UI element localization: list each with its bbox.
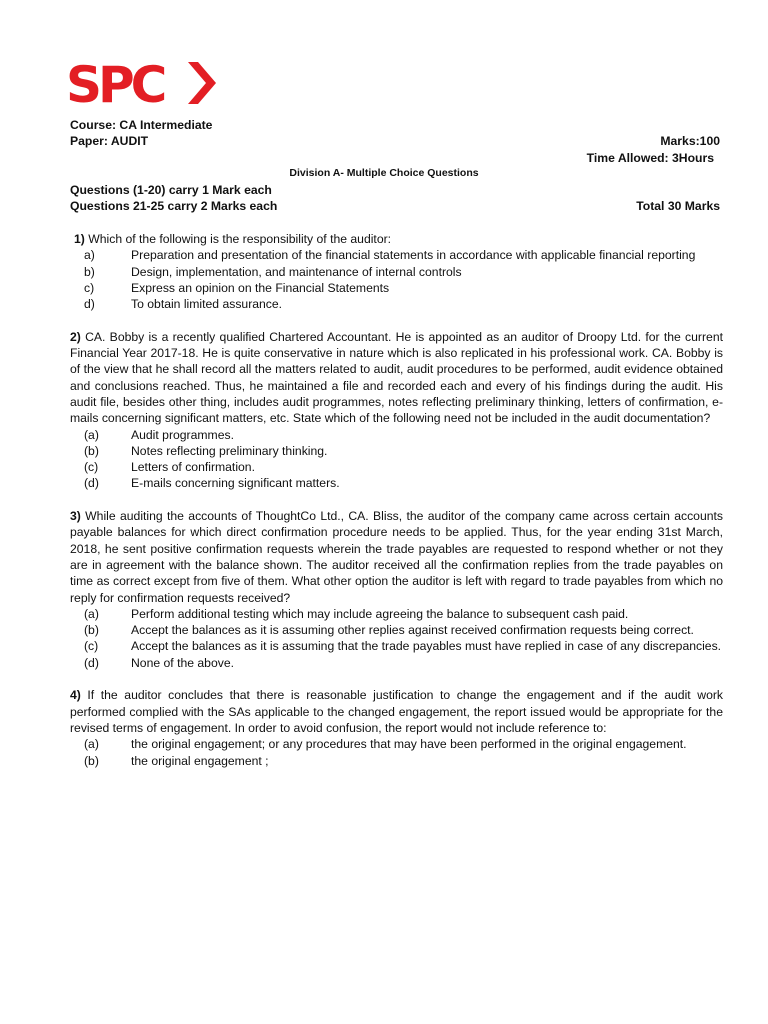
- option-text: Design, implementation, and maintenance of internal controls: [131, 264, 462, 279]
- option-text: Perform additional testing which may include agreeing the balance to subsequent cash paid.: [131, 606, 629, 621]
- option-text: E-mails concerning significant matters.: [131, 476, 340, 491]
- option-label: (b): [84, 753, 99, 768]
- option: [70, 622, 723, 638]
- question-text: [70, 508, 723, 606]
- question-3: [70, 508, 723, 671]
- option: [70, 443, 723, 459]
- question-text: [70, 231, 723, 247]
- option-label: b): [84, 264, 95, 279]
- option: [70, 655, 723, 671]
- question-text: [70, 687, 723, 736]
- division-heading: Division A- Multiple Choice Questions: [289, 167, 479, 179]
- spc-logo-text: SPC: [66, 56, 164, 110]
- question-2: [70, 329, 723, 492]
- option: [70, 427, 723, 443]
- paper-label: Paper: AUDIT: [70, 134, 149, 148]
- logo-chevron-icon: [188, 62, 216, 104]
- question-1: [70, 231, 723, 312]
- marking-rule-1: Questions (1-20) carry 1 Mark each: [70, 183, 272, 197]
- option: [70, 296, 723, 312]
- question-body: While auditing the accounts of ThoughtCo Ltd., CA. Bliss, the auditor of the company came across certain accounts payable balances for which direct confirmation procedure needs to be applied. Thus, for the year ending 31st March, 2018, he sent positive confirmation requests wherein the trade payables are requested to respond whether or not they are in agreement with the balance shown. The auditor received all the confirmation replies from the trade payables on time as correct except from five of them. What other option the auditor is left with regard to trade payables from which no reply for confirmation requests received?: [70, 509, 723, 605]
- option: [70, 264, 723, 280]
- option-label: (a): [84, 427, 99, 442]
- question-body: Which of the following is the responsibility of the auditor:: [84, 232, 392, 246]
- option-label: (a): [84, 606, 99, 621]
- option: [70, 280, 723, 296]
- option-text: the original engagement; or any procedures that may have been performed in the original engagement.: [131, 737, 687, 752]
- option-label: (c): [84, 639, 99, 654]
- option-text: Letters of confirmation.: [131, 460, 255, 475]
- option-label: c): [84, 280, 95, 295]
- course-label: Course: CA Intermediate: [70, 118, 213, 132]
- option-text: the original engagement ;: [131, 753, 269, 768]
- option: [70, 459, 723, 475]
- option: [70, 606, 723, 622]
- marking-rule-2: Questions 21-25 carry 2 Marks each: [70, 199, 278, 213]
- question-body: If the auditor concludes that there is reasonable justification to change the engagement and if the audit work performed complied with the SAs applicable to the changed engagement, the report issued would be appropriate for the revised terms of engagement. In order to avoid confusion, the report would not include reference to:: [70, 688, 723, 735]
- option-label: (b): [84, 623, 99, 638]
- option-label: (b): [84, 443, 99, 458]
- option-text: Audit programmes.: [131, 427, 234, 442]
- time-allowed-label: Time Allowed: 3Hours: [586, 151, 714, 165]
- question-number: 2): [70, 329, 81, 344]
- option-label: (a): [84, 737, 99, 752]
- option-text: Accept the balances as it is assuming that the trade payables must have replied in case of any discrepancies.: [131, 639, 722, 654]
- questions-list: [70, 231, 723, 785]
- option: [70, 247, 723, 263]
- option-text: None of the above.: [131, 655, 234, 670]
- option: [70, 638, 723, 654]
- option-label: a): [84, 248, 95, 263]
- option: [70, 475, 723, 491]
- total-marks-label: Total 30 Marks: [636, 199, 720, 213]
- option-text: Notes reflecting preliminary thinking.: [131, 443, 328, 458]
- option: [70, 753, 723, 769]
- option-text: Preparation and presentation of the financial statements in accordance with applicable financial reporting: [131, 248, 696, 263]
- option-label: (c): [84, 460, 99, 475]
- question-text: [70, 329, 723, 427]
- marks-label: Marks:100: [660, 134, 720, 148]
- question-number: 1): [74, 232, 85, 246]
- option-text: To obtain limited assurance.: [131, 297, 283, 312]
- option-label: (d): [84, 655, 99, 670]
- option-text: Accept the balances as it is assuming other replies against received confirmation requests being correct.: [131, 623, 694, 638]
- question-4: [70, 687, 723, 768]
- option: [70, 736, 723, 752]
- question-number: 4): [70, 688, 81, 703]
- question-number: 3): [70, 509, 81, 524]
- option-label: d): [84, 297, 95, 312]
- spc-logo: [66, 56, 218, 110]
- option-label: (d): [84, 476, 99, 491]
- option-text: Express an opinion on the Financial Statements: [131, 280, 390, 295]
- question-body: CA. Bobby is a recently qualified Chartered Accountant. He is appointed as an auditor of Droopy Ltd. for the current Financial Year 2017-18. He is quite conservative in nature which is also replicated in his professional work. CA. Bobby is of the view that he shall record all the matters related to audit, audit procedures to be performed, audit evidence obtained and conclusions reached. Thus, he maintained a file and recorded each and every of his findings during the audit. His audit file, besides other thing, includes audit programmes, notes reflecting preliminary thinking, letters of confirmation, e-mails concerning significant matters, etc. State which of the following need not be included in the audit documentation?: [70, 329, 723, 426]
